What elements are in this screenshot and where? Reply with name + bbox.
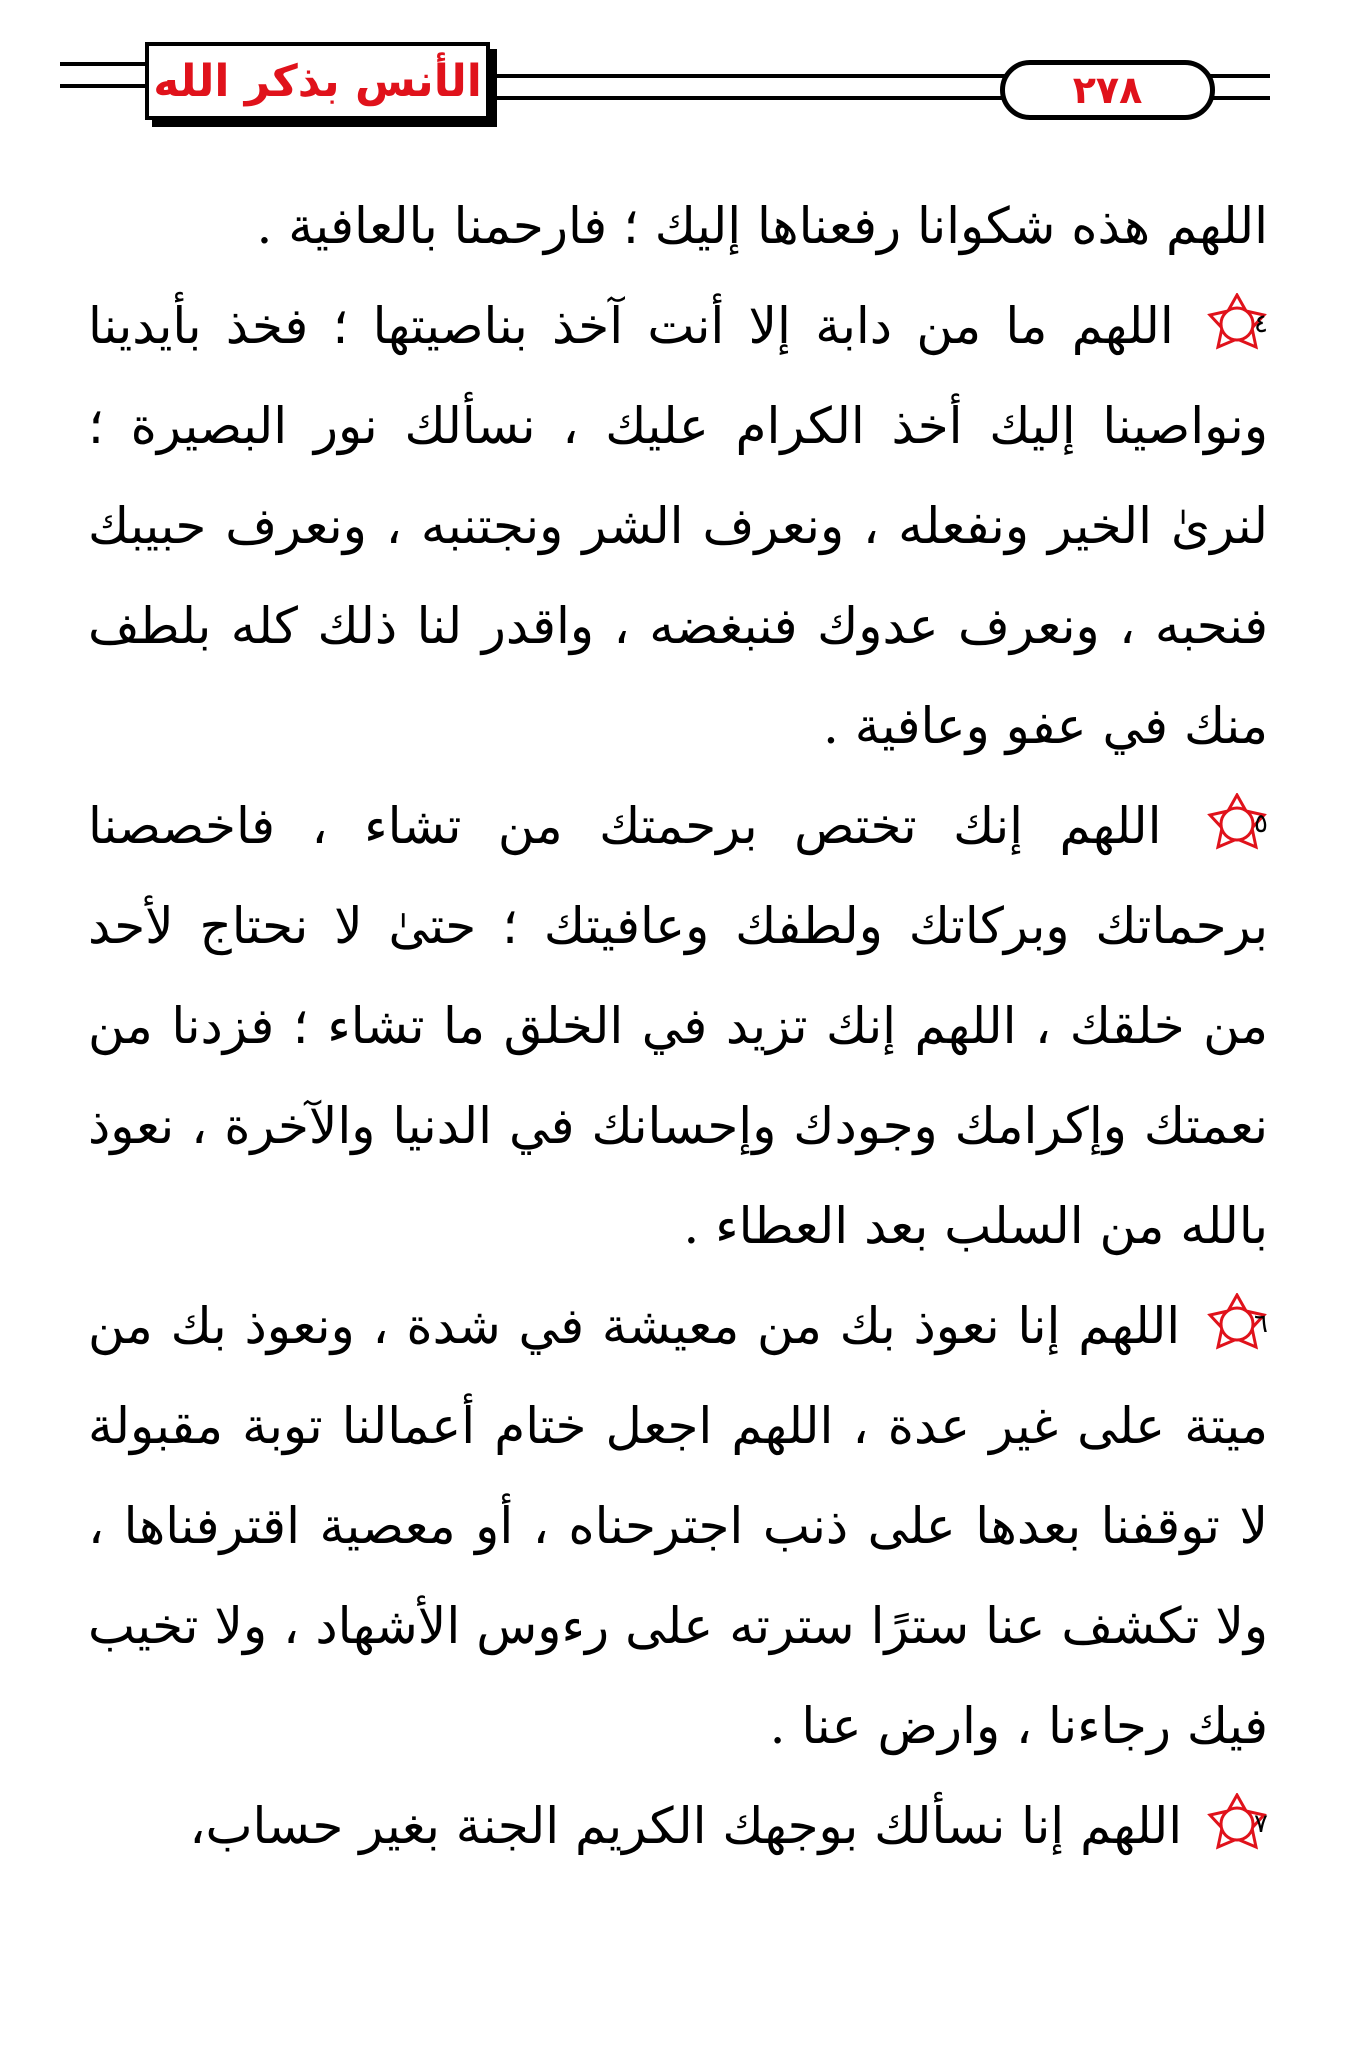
paragraph-text: اللهم إنك تختص برحمتك من تشاء ، فاخصصنا برحماتك وبركاتك ولطفك وعافيتك ؛ حتىٰ لا نحتاج لأحد من خلقك ، اللهم إنك تزيد في الخلق ما تشاء ؛ فزدنا من نعمتك وإكرامك وجودك وإحسانك في الدنيا والآخرة ، نعوذ بالله من السلب بعد العطاء . [88,797,1268,1255]
header-rule-right-bottom [1210,96,1270,100]
header-rule-right-top [1210,74,1270,78]
header-rule-middle-bottom [495,96,1005,100]
page-body [88,176,1268,1876]
header-rule-left-bottom [60,84,150,88]
paragraph-number: ٦ [1254,1309,1268,1339]
paragraph-intro [88,176,1268,276]
ornament-number-badge [1206,793,1268,855]
ornament-number-badge [1206,1793,1268,1855]
paragraph-text: اللهم ما من دابة إلا أنت آخذ بناصيتها ؛ فخذ بأيدينا ونواصينا إليك أخذ الكرام عليك ، نسألك نور البصيرة ؛ لنرىٰ الخير ونفعله ، ونعرف الشر ونجتنبه ، ونعرف حبيبك فنحبه ، ونعرف عدوك فنبغضه ، واقدر لنا ذلك كله بلطف منك في عفو وعافية . [88,297,1268,755]
paragraph-6 [88,1276,1268,1776]
header-rule-left-top [60,62,150,66]
header-rule-middle-top [495,74,1005,78]
ornament-number-badge [1206,1293,1268,1355]
paragraph-text: اللهم هذه شكوانا رفعناها إليك ؛ فارحمنا بالعافية . [256,197,1268,255]
page-number: ٢٧٨ [1072,68,1143,112]
paragraph-number: ٧ [1254,1809,1268,1839]
page-header [0,0,1356,140]
ornament-number-badge [1206,293,1268,355]
book-title-box [145,42,490,120]
paragraph-5 [88,776,1268,1276]
page-number-pill [1000,60,1215,120]
book-title: الأنس بذكر الله [153,55,482,107]
paragraph-number: ٤ [1254,309,1268,339]
paragraph-text: اللهم إنا نسألك بوجهك الكريم الجنة بغير حساب، [189,1797,1183,1855]
paragraph-7 [88,1776,1268,1876]
paragraph-number: ٥ [1254,809,1268,839]
paragraph-text: اللهم إنا نعوذ بك من معيشة في شدة ، ونعوذ بك من ميتة على غير عدة ، اللهم اجعل ختام أعمالنا توبة مقبولة لا توقفنا بعدها على ذنب اجترحناه ، أو معصية اقترفناها ، ولا تكشف عنا سترًا سترته على رءوس الأشهاد ، ولا تخيب فيك رجاءنا ، وارض عنا . [88,1297,1268,1755]
paragraph-4 [88,276,1268,776]
